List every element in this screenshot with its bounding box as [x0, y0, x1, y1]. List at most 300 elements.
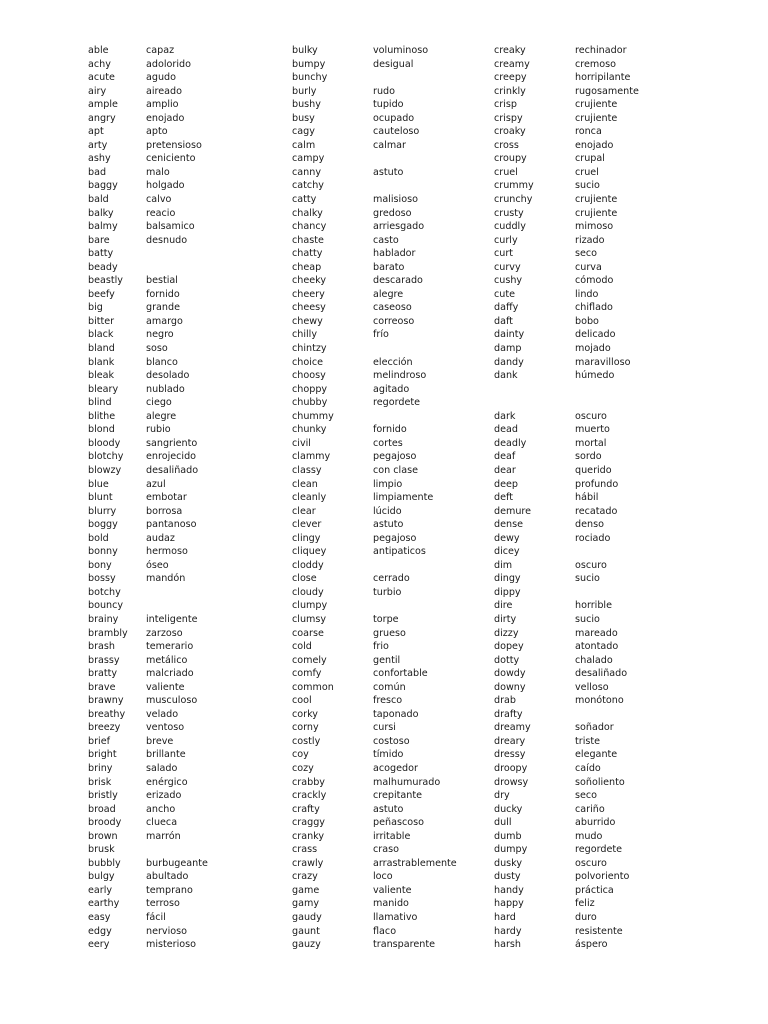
english-word: crafty — [292, 803, 320, 815]
spanish-translation: mojado — [575, 343, 611, 355]
english-word: dull — [494, 817, 512, 829]
spanish-translation: crujiente — [575, 99, 618, 111]
english-word: campy — [292, 153, 325, 165]
english-word: blithe — [88, 410, 116, 422]
english-word: cushy — [494, 275, 523, 287]
spanish-translation: ciego — [146, 397, 172, 409]
spanish-translation: arrastrablemente — [373, 857, 457, 869]
english-word: bad — [88, 166, 107, 178]
english-word: brief — [88, 735, 110, 747]
english-word: brawny — [88, 695, 124, 707]
english-word: apt — [88, 126, 104, 138]
english-word: brusk — [88, 844, 115, 856]
english-word: drafty — [494, 708, 523, 720]
english-word: common — [292, 681, 334, 693]
spanish-translation: temerario — [146, 641, 194, 653]
spanish-translation: rociado — [575, 532, 611, 544]
english-word: clever — [292, 519, 322, 531]
spanish-translation: descarado — [373, 275, 423, 287]
spanish-translation: sangriento — [146, 437, 198, 449]
spanish-translation: burbugeante — [146, 857, 208, 869]
english-word: bland — [88, 343, 115, 355]
english-word: cheeky — [292, 275, 327, 287]
english-word: big — [88, 302, 103, 314]
spanish-translation: tupido — [373, 99, 404, 111]
english-word: dainty — [494, 329, 525, 341]
spanish-translation: marrón — [146, 830, 181, 842]
english-word: earthy — [88, 898, 120, 910]
english-word: busy — [292, 112, 315, 124]
spanish-translation: hábil — [575, 492, 599, 504]
spanish-translation: mudo — [575, 830, 603, 842]
english-word: dirty — [494, 613, 517, 625]
spanish-translation: con clase — [373, 464, 418, 476]
english-word: able — [88, 45, 109, 56]
english-word: chubby — [292, 397, 328, 409]
spanish-translation: peñascoso — [373, 817, 424, 829]
english-word: dingy — [494, 573, 521, 585]
english-word: cross — [494, 139, 519, 151]
english-word: chalky — [292, 207, 323, 219]
english-word: bitter — [88, 315, 115, 327]
english-word: daffy — [494, 302, 519, 314]
spanish-translation: regordete — [575, 844, 623, 856]
english-word: crass — [292, 844, 318, 856]
spanish-translation: crepitante — [373, 790, 423, 802]
english-word: daft — [494, 315, 513, 327]
english-word: cagy — [292, 126, 315, 138]
english-word: cheesy — [292, 302, 326, 314]
english-word: early — [88, 884, 113, 896]
english-word: cliquey — [292, 546, 327, 558]
spanish-translation: balsamico — [146, 221, 195, 233]
spanish-translation: tímido — [373, 749, 404, 761]
english-word: happy — [494, 898, 524, 910]
english-word: ducky — [494, 803, 523, 815]
spanish-translation: transparente — [373, 939, 436, 951]
spanish-translation: cursi — [373, 722, 396, 734]
english-word: corky — [292, 708, 318, 720]
english-word: brisk — [88, 776, 112, 788]
spanish-translation: musculoso — [146, 695, 198, 707]
spanish-translation: caseoso — [373, 302, 412, 314]
english-word: bulky — [292, 45, 318, 56]
english-word: crawly — [292, 857, 324, 869]
english-word: crummy — [494, 180, 534, 192]
spanish-translation: irritable — [373, 830, 411, 842]
spanish-translation: desaliñado — [146, 464, 199, 476]
spanish-translation: misterioso — [146, 939, 197, 951]
english-word: beastly — [88, 275, 123, 287]
english-word: baggy — [88, 180, 118, 192]
spanish-translation: soso — [146, 343, 168, 355]
english-word: beady — [88, 261, 118, 273]
spanish-translation: breve — [146, 735, 174, 747]
spanish-translation: capaz — [146, 45, 175, 56]
english-word: chewy — [292, 315, 323, 327]
english-word: chatty — [292, 248, 323, 260]
english-word: coarse — [292, 627, 324, 639]
english-word: blond — [88, 424, 115, 436]
english-word: blurry — [88, 505, 117, 517]
spanish-translation: crujiente — [575, 194, 618, 206]
spanish-translation: malcriado — [146, 668, 194, 680]
english-word: bossy — [88, 573, 116, 585]
english-word: blind — [88, 397, 112, 409]
english-word: gauzy — [292, 939, 321, 951]
english-word: botchy — [88, 586, 121, 598]
spanish-translation: mareado — [575, 627, 618, 639]
spanish-translation: reacio — [146, 207, 176, 219]
spanish-translation: limpio — [373, 478, 403, 490]
spanish-translation: alegre — [146, 410, 177, 422]
spanish-translation: frio — [373, 641, 389, 653]
english-word: brash — [88, 641, 115, 653]
spanish-translation: práctica — [575, 884, 614, 896]
english-word: clean — [292, 478, 318, 490]
spanish-translation: enojado — [575, 139, 614, 151]
spanish-translation: ventoso — [146, 722, 185, 734]
spanish-translation: horripilante — [575, 72, 631, 84]
english-word: dry — [494, 790, 510, 802]
spanish-translation: alegre — [373, 288, 404, 300]
spanish-translation: querido — [575, 464, 612, 476]
spanish-translation: elegante — [575, 749, 618, 761]
spanish-translation: valiente — [373, 884, 412, 896]
english-word: blue — [88, 478, 109, 490]
english-word: damp — [494, 343, 522, 355]
english-word: clammy — [292, 451, 331, 463]
english-word: brassy — [88, 654, 120, 666]
english-word: dressy — [494, 749, 526, 761]
english-word: cuddly — [494, 221, 526, 233]
spanish-translation: antipaticos — [373, 546, 426, 558]
english-word: clear — [292, 505, 316, 517]
spanish-translation: salado — [146, 762, 178, 774]
spanish-translation: astuto — [373, 519, 404, 531]
english-word: comfy — [292, 668, 322, 680]
english-word: breezy — [88, 722, 121, 734]
spanish-translation: mortal — [575, 437, 607, 449]
spanish-translation: soñoliento — [575, 776, 625, 788]
spanish-translation: triste — [575, 735, 601, 747]
english-word: bloody — [88, 437, 121, 449]
spanish-translation: clueca — [146, 817, 178, 829]
english-word: cheap — [292, 261, 322, 273]
english-word: dumpy — [494, 844, 528, 856]
spanish-translation: torpe — [373, 613, 399, 625]
english-word: dippy — [494, 586, 521, 598]
spanish-translation: acogedor — [373, 762, 418, 774]
spanish-translation: fresco — [373, 695, 403, 707]
english-word: broad — [88, 803, 116, 815]
english-word: dewy — [494, 532, 520, 544]
spanish-translation: hermoso — [146, 546, 188, 558]
spanish-translation: fornido — [146, 288, 180, 300]
spanish-translation: arriesgado — [373, 221, 425, 233]
spanish-translation: brillante — [146, 749, 186, 761]
english-word: black — [88, 329, 114, 341]
spanish-translation: cómodo — [575, 275, 614, 287]
spanish-translation: adolorido — [146, 58, 191, 70]
english-word: brave — [88, 681, 116, 693]
spanish-translation: valiente — [146, 681, 185, 693]
english-word: dusty — [494, 871, 521, 883]
spanish-translation: nervioso — [146, 925, 188, 937]
english-word: dark — [494, 410, 516, 422]
english-word: cool — [292, 695, 312, 707]
english-word: broody — [88, 817, 122, 829]
english-word: classy — [292, 464, 322, 476]
english-word: cheery — [292, 288, 325, 300]
english-word: creepy — [494, 72, 527, 84]
spanish-translation: temprano — [146, 884, 193, 896]
spanish-translation: costoso — [373, 735, 410, 747]
english-word: choice — [292, 356, 324, 368]
spanish-translation: nublado — [146, 383, 185, 395]
english-word: dead — [494, 424, 518, 436]
spanish-translation: cortes — [373, 437, 403, 449]
english-word: game — [292, 884, 320, 896]
english-word: clumpy — [292, 600, 328, 612]
english-word: angry — [88, 112, 116, 124]
spanish-translation: denso — [575, 519, 604, 531]
spanish-translation: casto — [373, 234, 399, 246]
english-word: handy — [494, 884, 524, 896]
english-word: arty — [88, 139, 108, 151]
spanish-translation: inteligente — [146, 613, 198, 625]
english-word: briny — [88, 762, 113, 774]
english-word: dense — [494, 519, 523, 531]
english-word: cozy — [292, 762, 314, 774]
spanish-translation: muerto — [575, 424, 610, 436]
spanish-translation: rechinador — [575, 45, 627, 56]
english-word: crabby — [292, 776, 325, 788]
spanish-translation: grande — [146, 302, 180, 314]
english-word: ample — [88, 99, 118, 111]
english-word: boggy — [88, 519, 118, 531]
english-word: cold — [292, 641, 312, 653]
english-word: croaky — [494, 126, 526, 138]
english-word: chunky — [292, 424, 327, 436]
spanish-translation: flaco — [373, 925, 397, 937]
english-word: dusky — [494, 857, 523, 869]
spanish-translation: sucio — [575, 573, 600, 585]
spanish-translation: ceniciento — [146, 153, 196, 165]
english-word: balky — [88, 207, 114, 219]
spanish-translation: fornido — [373, 424, 407, 436]
spanish-translation: aburrido — [575, 817, 616, 829]
spanish-translation: cariño — [575, 803, 605, 815]
english-word: cute — [494, 288, 516, 300]
spanish-translation: curva — [575, 261, 602, 273]
english-word: cloudy — [292, 586, 324, 598]
english-word: bare — [88, 234, 110, 246]
spanish-translation: profundo — [575, 478, 619, 490]
spanish-translation: oscuro — [575, 559, 607, 571]
spanish-translation: enojado — [146, 112, 185, 124]
spanish-translation: desaliñado — [575, 668, 628, 680]
spanish-translation: blanco — [146, 356, 178, 368]
spanish-translation: barato — [373, 261, 405, 273]
spanish-translation: agitado — [373, 383, 410, 395]
spanish-translation: taponado — [373, 708, 419, 720]
english-word: chancy — [292, 221, 327, 233]
spanish-translation: aireado — [146, 85, 183, 97]
spanish-translation: erizado — [146, 790, 182, 802]
english-word: demure — [494, 505, 532, 517]
spanish-translation: amplio — [146, 99, 179, 111]
english-word: canny — [292, 166, 321, 178]
english-word: blunt — [88, 492, 113, 504]
spanish-translation: audaz — [146, 532, 175, 544]
english-word: dire — [494, 600, 513, 612]
spanish-translation: loco — [373, 871, 393, 883]
english-word: chintzy — [292, 343, 327, 355]
english-word: dizzy — [494, 627, 519, 639]
spanish-translation: polvoriento — [575, 871, 630, 883]
english-word: acute — [88, 72, 115, 84]
spanish-translation: ocupado — [373, 112, 415, 124]
spanish-translation: malisioso — [373, 194, 418, 206]
english-word: curly — [494, 234, 518, 246]
spanish-translation: desnudo — [146, 234, 188, 246]
spanish-translation: recatado — [575, 505, 618, 517]
english-word: dear — [494, 464, 516, 476]
english-word: bleak — [88, 370, 115, 382]
spanish-translation: seco — [575, 790, 598, 802]
spanish-translation: pegajoso — [373, 532, 417, 544]
spanish-translation: lindo — [575, 288, 599, 300]
english-word: costly — [292, 735, 321, 747]
english-word: crackly — [292, 790, 327, 802]
spanish-translation: ronca — [575, 126, 602, 138]
english-word: curvy — [494, 261, 521, 273]
spanish-translation: lúcido — [373, 505, 402, 517]
spanish-translation: cauteloso — [373, 126, 420, 138]
english-word: brown — [88, 830, 118, 842]
english-word: chaste — [292, 234, 324, 246]
spanish-translation: rizado — [575, 234, 605, 246]
english-word: batty — [88, 248, 114, 260]
spanish-translation: óseo — [146, 559, 169, 571]
english-word: chummy — [292, 410, 334, 422]
spanish-translation: turbio — [373, 586, 402, 598]
english-word: deadly — [494, 437, 527, 449]
spanish-translation: sordo — [575, 451, 602, 463]
english-word: ashy — [88, 153, 111, 165]
english-word: burly — [292, 85, 317, 97]
spanish-translation: pegajoso — [373, 451, 417, 463]
spanish-translation: húmedo — [575, 370, 615, 382]
english-word: dotty — [494, 654, 520, 666]
english-word: bright — [88, 749, 117, 761]
english-word: airy — [88, 85, 107, 97]
english-word: chilly — [292, 329, 318, 341]
spanish-translation: melindroso — [373, 370, 427, 382]
english-word: crispy — [494, 112, 523, 124]
english-word: brambly — [88, 627, 128, 639]
english-word: close — [292, 573, 317, 585]
english-word: croupy — [494, 153, 527, 165]
spanish-translation: cerrado — [373, 573, 410, 585]
spanish-translation: caído — [575, 762, 601, 774]
spanish-translation: crujiente — [575, 207, 618, 219]
spanish-translation: fácil — [146, 912, 166, 923]
spanish-translation: resistente — [575, 925, 623, 937]
english-word: dreamy — [494, 722, 531, 734]
english-word: deft — [494, 492, 513, 504]
english-word: dopey — [494, 641, 524, 653]
english-word: bratty — [88, 668, 118, 680]
english-word: drab — [494, 695, 517, 707]
spanish-translation: común — [373, 681, 406, 693]
spanish-translation: hablador — [373, 248, 416, 260]
spanish-translation: soñador — [575, 722, 614, 734]
english-word: gaunt — [292, 925, 320, 937]
spanish-translation: abultado — [146, 871, 189, 883]
spanish-translation: astuto — [373, 803, 404, 815]
spanish-translation: crupal — [575, 153, 605, 165]
spanish-translation: velloso — [575, 681, 609, 693]
spanish-translation: manido — [373, 898, 409, 910]
spanish-translation: desigual — [373, 58, 414, 70]
english-word: bubbly — [88, 857, 121, 869]
english-word: cruel — [494, 166, 518, 178]
english-word: dreary — [494, 735, 526, 747]
spanish-translation: mimoso — [575, 221, 614, 233]
english-word: bony — [88, 559, 112, 571]
spanish-translation: seco — [575, 248, 598, 260]
spanish-translation: cruel — [575, 166, 599, 178]
english-word: bunchy — [292, 72, 328, 84]
english-word: eery — [88, 939, 110, 951]
english-word: bleary — [88, 383, 119, 395]
spanish-translation: atontado — [575, 641, 619, 653]
spanish-translation: confortable — [373, 668, 428, 680]
spanish-translation: apto — [146, 126, 168, 138]
english-word: gaudy — [292, 912, 322, 923]
english-word: downy — [494, 681, 526, 693]
english-word: dicey — [494, 546, 520, 558]
english-word: bonny — [88, 546, 118, 558]
spanish-translation: áspero — [575, 939, 608, 951]
spanish-translation: feliz — [575, 898, 595, 910]
english-word: brainy — [88, 613, 119, 625]
spanish-translation: malhumurado — [373, 776, 441, 788]
english-word: crisp — [494, 99, 517, 111]
english-word: crusty — [494, 207, 524, 219]
english-word: clingy — [292, 532, 321, 544]
english-word: bulgy — [88, 871, 115, 883]
spanish-translation: terroso — [146, 898, 180, 910]
spanish-translation: mandón — [146, 573, 186, 585]
english-word: calm — [292, 139, 316, 151]
spanish-translation: enrojecido — [146, 451, 197, 463]
spanish-translation: horrible — [575, 600, 612, 612]
english-word: corny — [292, 722, 319, 734]
english-word: creamy — [494, 58, 530, 70]
english-word: dowdy — [494, 668, 526, 680]
spanish-translation: bobo — [575, 315, 599, 327]
spanish-translation: calvo — [146, 194, 172, 206]
english-word: creaky — [494, 45, 526, 56]
spanish-translation: calmar — [373, 139, 406, 151]
english-word: coy — [292, 749, 309, 761]
spanish-translation: grueso — [373, 627, 406, 639]
spanish-translation: delicado — [575, 329, 616, 341]
english-word: droopy — [494, 762, 528, 774]
